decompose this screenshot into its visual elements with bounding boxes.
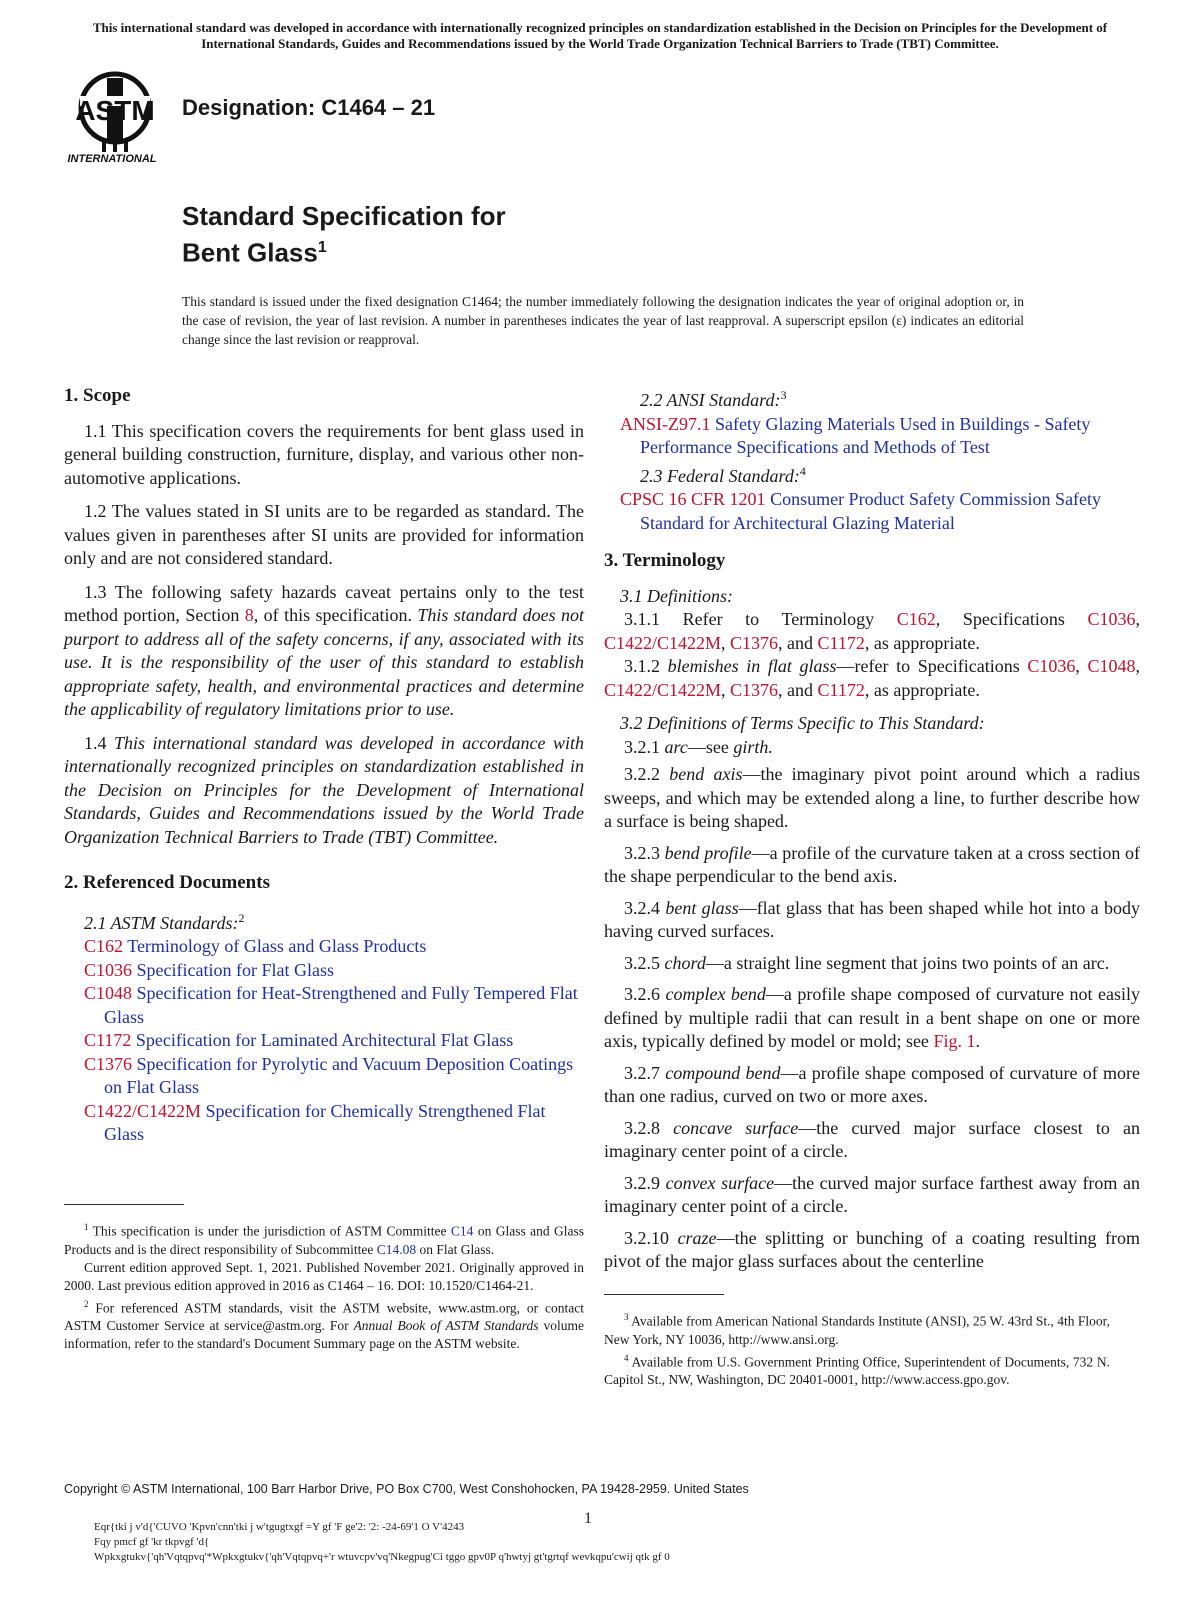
c1172-link[interactable]: C1172 [817, 679, 865, 700]
ref-code-link[interactable]: C1172 [84, 1030, 132, 1050]
fed-sup: 4 [799, 463, 806, 478]
t312-f: , and [778, 679, 818, 700]
ref-title-link[interactable]: Specification for Laminated Architectural Flat Glass [135, 1030, 514, 1050]
definitions-label [620, 585, 1140, 609]
t311-f: , as appropriate. [864, 632, 980, 653]
definition-item [604, 763, 1140, 834]
definition-text: —a profile shape composed of curvature not easily defined by multiple radii that can result in a bent shape on one or more axis, typically defined by model or mold; see [604, 984, 1140, 1051]
subcommittee-link[interactable]: C14.08 [376, 1241, 417, 1257]
ref-code-link[interactable]: C1376 [84, 1053, 133, 1074]
ref-title-link[interactable]: Specification for Heat-Strengthened and Fully Tempered Flat Glass [104, 983, 578, 1027]
definition-text: —the curved major surface closest to an imaginary center point of a circle. [604, 1117, 1141, 1161]
definition-term: arc [664, 736, 688, 757]
definition-number: 3.2.4 [624, 897, 660, 918]
definition-item [604, 1117, 1140, 1164]
ref-item [84, 935, 584, 959]
scope-1-4-num: 1.4 [84, 732, 114, 753]
footnote-4: $^4$ Available from U.S. Government Printing Office, Superintendent of Documents, 732 N. Capitol St., NW, Washington, DC 20401-0001, http://www.access.gpo.gov. [604, 1352, 1110, 1387]
license-line: Eqr{tki j v'd{'CUVO 'Kpvn'cnn'tki j w'tgugtxgf =Y gf 'F ge'2: '2: -24-69'1 O V'4243 [94, 1521, 465, 1533]
scope-1-1: 1.1 This specification covers the requirements for bent glass used in general building construction, furniture, display, and various other non-automotive applications. [64, 420, 584, 488]
definition-item [604, 897, 1140, 944]
definition-item [604, 1062, 1140, 1109]
definition-text: —a profile shape composed of curvature of more than one radius, curved on two or more axes. [604, 1062, 1140, 1106]
definition-text: —the curved major surface farthest away from an imaginary center point of a circle. [604, 1172, 1140, 1216]
fed-title-link[interactable]: Consumer Product Safety Commission Safety Standard for Architectural Glazing Material [640, 489, 1102, 533]
scope-1-3-text-b: , of this specification. [253, 605, 418, 625]
ref-title-link[interactable]: Specification for Chemically Strengthened Flat Glass [104, 1100, 546, 1144]
ansi-title-link[interactable]: Safety Glazing Materials Used in Buildings - Safety Performance Specifications and Methods of Test [640, 413, 1091, 457]
title-line-2: Bent Glass [182, 237, 318, 268]
ansi-sup: 3 [780, 388, 787, 402]
footnote-rule-left [64, 1204, 184, 1205]
footnotes-right [604, 1308, 1110, 1389]
astm-sup: 2 [238, 910, 245, 925]
astm-logo [60, 70, 170, 166]
footnote-1-edition: Current edition approved Sept. 1, 2021. Published November 2021. Originally approved in 2000. Last previous edition approved in 2016 as C1464 – 16. DOI: 10.1520/C1464-21. [64, 1259, 584, 1293]
fed-ref [620, 488, 1140, 535]
scope-heading: 1. Scope [64, 385, 131, 406]
definition-item [604, 736, 1140, 760]
astm-logo-icon [60, 70, 170, 166]
definition-term: bend axis [669, 764, 743, 784]
definition-item [604, 1172, 1140, 1219]
term-3-1-2 [604, 655, 1140, 702]
page-number: 1 [584, 1510, 592, 1527]
definitions-label-text: 3.1 Definitions: [620, 585, 733, 606]
c1172-link[interactable]: C1172 [817, 632, 865, 653]
ref-item [84, 959, 584, 983]
definition-italic-tail: girth. [733, 736, 773, 757]
scope-1-2: 1.2 The values stated in SI units are to be regarded as standard. The values given in parentheses after SI units are provided for information only and are not considered standard. [64, 501, 584, 568]
title-footnote-ref: 1 [317, 239, 327, 256]
ansi-ref [620, 413, 1140, 460]
fed-code-link[interactable]: CPSC 16 CFR 1201 [620, 489, 766, 509]
fn2-text-b: volume information, refer to the standard's Document Summary page on the ASTM website. [64, 1318, 584, 1351]
definition-term: bend profile [664, 842, 752, 863]
fn1-text-b: on Glass and Glass Products and is the direct responsibility of Subcommittee [64, 1223, 584, 1257]
definition-number: 3.2.2 [624, 764, 660, 784]
safety-caveat: This standard does not purport to address all of the safety concerns, if any, associated with its use. It is the responsibility of the user of this standard to establish appropriate safety, health, and environmental practices and determine the applicability of regulatory limitations prior to use. [64, 605, 585, 719]
logo-subtext: INTERNATIONAL [67, 153, 157, 165]
c1422-link[interactable]: C1422/C1422M [604, 632, 722, 653]
definition-number: 3.2.5 [624, 952, 660, 973]
c1422-link[interactable]: C1422/C1422M [604, 679, 722, 700]
issued-note: This standard is issued under the fixed designation C1464; the number immediately following the designation indicates the year of original adoption or, in the case of revision, the year of last revision. A number in parentheses indicates the year of last reapproval. A superscript epsilon (ε) indicates an editorial change since the last revision or reapproval. [182, 294, 1024, 347]
definition-number: 3.2.10 [624, 1227, 669, 1248]
ref-code-link[interactable]: C1048 [84, 983, 133, 1003]
definitions-list [604, 736, 1141, 1274]
ansi-label-text: 2.2 ANSI Standard: [640, 390, 781, 410]
scope-1-4-text: This international standard was developed in accordance with internationally recognized principles on standardization established in the Decision on Principles for the Development of International Standards, Guides and Recommendations issued by the World Trade Organization Technical Barriers to Trade (TBT) Committee. [64, 732, 584, 847]
scope-1-4 [64, 732, 584, 850]
t311-b: , Specifications [935, 609, 1088, 629]
logo-text: ASTM [75, 95, 155, 126]
fed-label-text: 2.3 Federal Standard: [640, 465, 800, 486]
designation: Designation: C1464 – 21 [182, 95, 436, 120]
definition-item [604, 842, 1140, 889]
ref-title-link[interactable]: Terminology of Glass and Glass Products [127, 936, 427, 956]
definition-item [604, 952, 1140, 976]
c1376-link[interactable]: C1376 [730, 632, 779, 653]
footnote-2: $^2$ For referenced ASTM standards, visit the ASTM website, www.astm.org, or contact ASTM Customer Service at service@astm.org. For Annual Book of ASTM Standards volume information, refer to the standard's Document Summary page on the ASTM website. [64, 1298, 584, 1351]
t311-d: , [721, 632, 731, 653]
astm-standards-label [84, 907, 584, 936]
fn1-text: This specification is under the jurisdiction of ASTM Committee [92, 1223, 451, 1239]
specific-defs-text: 3.2 Definitions of Terms Specific to This Standard: [620, 713, 985, 733]
left-column [64, 384, 584, 1147]
ref-code-link[interactable]: C1036 [84, 959, 133, 980]
definition-number: 3.2.9 [624, 1172, 660, 1193]
scope-1-3-text: 1.3 The following safety hazards caveat pertains only to the test method portion, Section [64, 581, 584, 625]
figure-1-link[interactable]: Fig. 1 [933, 1031, 976, 1051]
definition-item [604, 1227, 1140, 1274]
footnote-rule-right [604, 1294, 724, 1295]
definition-text: —the imaginary pivot point around which a radius sweeps, and which may be extended along a line, to further describe how a surface is being shaped. [604, 764, 1141, 831]
definition-number: 3.2.3 [624, 842, 660, 863]
t312-a: 3.1.2 [624, 656, 668, 676]
copyright: Copyright © ASTM International, 100 Barr Harbor Drive, PO Box C700, West Conshohocken, PA 19428-2959. United States [64, 1482, 749, 1496]
ref-code-link[interactable]: C162 [84, 936, 124, 956]
definition-tail: . [975, 1031, 980, 1051]
ref-code-link[interactable]: C1422/C1422M [84, 1100, 202, 1121]
c1036-link[interactable]: C1036 [1027, 656, 1076, 676]
definition-term: craze [677, 1227, 717, 1248]
terminology-heading: 3. Terminology [604, 550, 726, 571]
definition-term: convex surface [665, 1172, 775, 1193]
c162-link[interactable]: C162 [896, 609, 936, 629]
definition-text: —a profile of the curvature taken at a cross section of the shape perpendicular to the bend axis. [604, 842, 1141, 886]
license-stamp [94, 1520, 670, 1565]
t311-a: 3.1.1 Refer to Terminology [624, 609, 897, 629]
license-line: Fqy pmcf gf 'kr tkpvgf 'd{ [94, 1536, 210, 1548]
c1376-link[interactable]: C1376 [730, 679, 779, 700]
t311-c: , [1135, 609, 1140, 629]
ref-item [84, 1053, 584, 1100]
t311-e: , and [778, 632, 818, 653]
ref-item [84, 982, 584, 1029]
astm-label-text: 2.1 ASTM Standards: [84, 912, 239, 933]
definition-term: compound bend [665, 1062, 781, 1083]
fn4-text: Available from U.S. Government Printing Office, Superintendent of Documents, 732 N. Capitol St., NW, Washington, DC 20401-0001, http://www.access.gpo.gov. [604, 1354, 1110, 1387]
ansi-code-link[interactable]: ANSI-Z97.1 [620, 413, 711, 434]
header-notice: This international standard was developed in accordance with internationally recognized principles on standardization established in the Decision on Principles for the Development of International Standards, Guides and Recommendations issued by the World Trade Organization Technical Barriers to Trade (TBT) Committee. [92, 20, 1108, 51]
t312-d: , [1135, 656, 1141, 676]
footnote-1: $^1$ This specification is under the jurisdiction of ASTM Committee C14 on Glass and Glass Products and is the direct responsibility of Subcommittee C14.08 on Flat Glass. [64, 1222, 584, 1257]
c1036-link[interactable]: C1036 [1087, 609, 1136, 629]
footnotes-left [64, 1218, 584, 1353]
definition-text: —flat glass that has been shaped while hot into a body having curved surfaces. [604, 897, 1140, 941]
fn2-italic: Annual Book of ASTM Standards [353, 1318, 539, 1333]
definition-number: 3.2.1 [624, 736, 660, 757]
definition-term: bent glass [665, 897, 739, 918]
ref-item [84, 1100, 584, 1147]
definition-number: 3.2.6 [624, 984, 660, 1004]
definition-text: —the splitting or bunching of a coating resulting from pivot of the major glass surfaces about the centerline [604, 1227, 1140, 1271]
t312-g: , as appropriate. [864, 679, 980, 700]
t312-term: blemishes in flat glass [667, 656, 837, 676]
definition-text: —see [687, 736, 734, 757]
t312-b: —refer to Specifications [836, 656, 1028, 676]
fed-label [640, 460, 1140, 489]
ref-title-link[interactable]: Specification for Flat Glass [136, 959, 334, 980]
c1048-link[interactable]: C1048 [1087, 656, 1136, 676]
section-8-link[interactable]: 8 [244, 605, 254, 625]
committee-c14-link[interactable]: C14 [450, 1223, 474, 1239]
scope-1-3 [64, 581, 584, 722]
definition-term: concave surface [673, 1117, 799, 1138]
document-title [182, 200, 506, 269]
definition-term: chord [664, 952, 706, 973]
t312-c: , [1075, 656, 1088, 676]
ref-item [84, 1029, 584, 1053]
fn3-text: Available from American National Standards Institute (ANSI), 25 W. 43rd St., 4th Floor, New York, NY 10036, http://www.ansi.org. [604, 1313, 1110, 1347]
fn2-text: For referenced ASTM standards, visit the ASTM website, www.astm.org, or contact ASTM Customer Service at service@astm.org. For [64, 1300, 584, 1333]
specific-defs-label [620, 712, 1140, 736]
ansi-label [640, 384, 1140, 413]
right-column [604, 384, 1141, 1282]
definition-item [604, 983, 1140, 1054]
term-3-1-1 [604, 608, 1140, 655]
footnote-3: $^3$ Available from American National Standards Institute (ANSI), 25 W. 43rd St., 4th Floor, New York, NY 10036, http://www.ansi.org. [604, 1312, 1110, 1347]
license-line: Wpkxgtukv{'qh'Vqtqpvq'*Wpkxgtukv{'qh'Vqtqpvq+'r wtuvcpv'vq'Nkegpug'Ci tggo gpv0P q'hwtyj gt'tgrtqf wevkqpu'cwij qtk gf 0 [94, 1551, 670, 1563]
definition-term: complex bend [665, 984, 766, 1004]
fn1-text-c: on Flat Glass. [416, 1241, 495, 1257]
definition-number: 3.2.7 [624, 1062, 660, 1083]
definition-number: 3.2.8 [624, 1117, 660, 1138]
t312-e: , [721, 679, 731, 700]
refdocs-heading: 2. Referenced Documents [64, 872, 270, 893]
title-line-1: Standard Specification for [182, 201, 506, 231]
ref-title-link[interactable]: Specification for Pyrolytic and Vacuum Deposition Coatings on Flat Glass [104, 1053, 574, 1097]
definition-text: —a straight line segment that joins two points of an arc. [705, 952, 1110, 973]
